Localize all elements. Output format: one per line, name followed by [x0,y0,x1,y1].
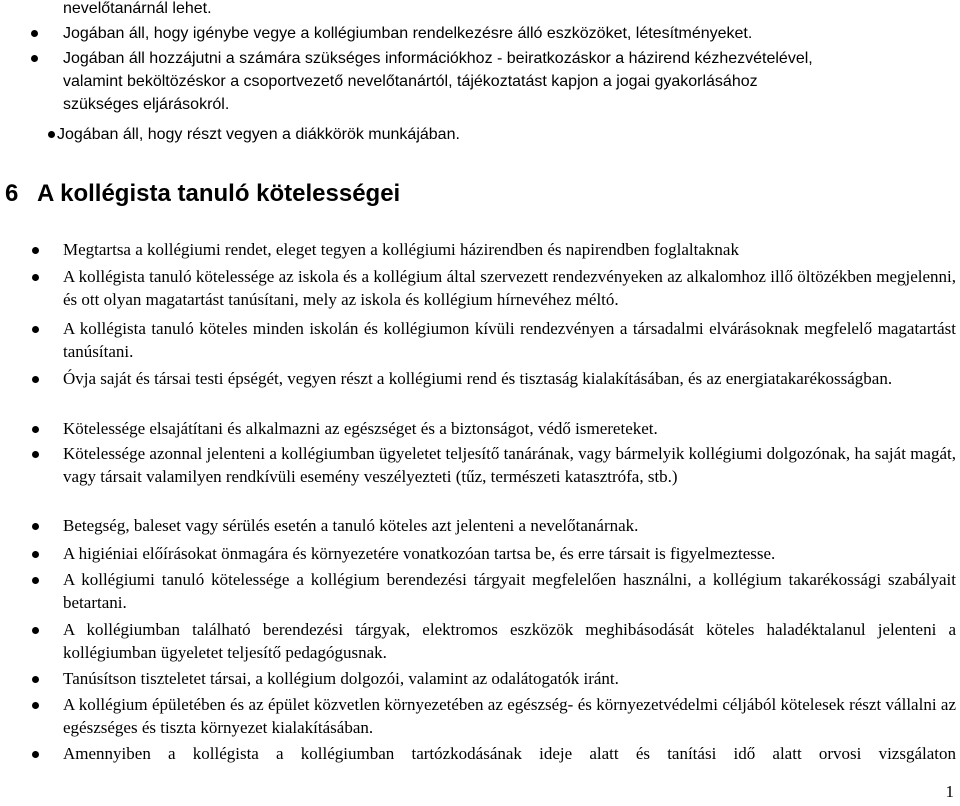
list-item-text: Betegség, baleset vagy sérülés esetén a tanuló köteles azt jelenteni a nevelőtanárnak. [63,516,639,535]
continuation-text: nevelőtanárnál lehet. [63,0,212,17]
rights-item-line: valamint beköltözéskor a csoportvezető nevelőtanártól, tájékoztatást kapjon a jogai gyakorlásához [63,73,758,90]
bullet-icon [32,702,39,709]
list-item-text: A higiéniai előírásokat önmagára és környezetére vonatkozóan tartsa be, és erre társait is figyelmeztesse. [63,544,776,563]
bullet-icon [48,131,55,138]
section-heading [5,178,400,210]
list-item [63,317,956,363]
rights-item: Jogában áll, hogy igénybe vegye a kollégiumban rendelkezésre álló eszközöket, létesítményeket. [63,25,753,42]
list-item-text: A kollégiumban található berendezési tárgyak, elektromos eszközök meghibásodását köteles haladéktalanul jelenteni a kollégiumban ügyeletet teljesítő pedagógusnak. [63,620,956,662]
list-item-text: Megtartsa a kollégiumi rendet, eleget tegyen a kollégiumi házirendben és napirendben foglaltaknak [63,240,739,259]
list-item-text: A kollégista tanuló köteles minden iskolán és kollégiumon kívüli rendezvényen a társadalmi elvárásoknak megfelelő magatartást tanúsítani. [63,319,956,361]
bullet-icon [31,30,38,37]
list-item-text: Amennyiben a kollégista a kollégiumban tartózkodásának ideje alatt és tanítási idő alatt orvosi vizsgálaton [63,744,956,763]
bullet-icon [32,451,39,458]
list-item [63,442,956,488]
list-item [63,238,956,261]
bullet-icon [32,551,39,558]
bullet-icon [32,426,39,433]
rights-item: Jogában áll, hogy részt vegyen a diákkörök munkájában. [57,126,460,143]
list-item [63,693,956,739]
rights-item-line: Jogában áll hozzájutni a számára szükséges információkhoz - beiratkozáskor a házirend kézhezvételével, [63,50,813,67]
list-item-text: Kötelessége elsajátítani és alkalmazni az egészséget és a biztonságot, védő ismereteket. [63,419,658,438]
bullet-icon [32,676,39,683]
list-item [63,265,956,311]
list-item [63,417,956,440]
bullet-icon [32,247,39,254]
bullet-icon [32,751,39,758]
list-item-text: Kötelessége azonnal jelenteni a kollégiumban ügyeletet teljesítő tanárának, vagy bármelyik kollégiumi dolgozónak, ha saját magát, vagy társait valamilyen rendkívüli esemény veszélyezteti (tűz, természeti katasztrófa, stb.) [63,444,956,486]
list-item [63,367,956,390]
list-item [63,618,956,664]
bullet-icon [32,627,39,634]
list-item-text: Óvja saját és társai testi épségét, vegyen részt a kollégiumi rend és tisztaság kialakításában, és az energiatakarékosságban. [63,369,893,388]
list-item-text: Tanúsítson tiszteletet társai, a kollégium dolgozói, valamint az odalátogatók iránt. [63,669,619,688]
bullet-icon [32,523,39,530]
bullet-icon [31,55,38,62]
bullet-icon [32,577,39,584]
bullet-icon [32,326,39,333]
list-item [63,542,956,565]
section-number: 6 [5,180,19,207]
list-item-text: A kollégiumi tanuló kötelessége a kollégium berendezési tárgyait megfelelően használni, a kollégium takarékossági szabályait betartani. [63,570,956,612]
list-item [63,568,956,614]
page-number: 1 [945,782,954,801]
list-item [63,514,956,537]
list-item [63,742,956,765]
list-item-text: A kollégium épületében és az épület közvetlen környezetében az egészség- és környezetvédelmi céljából kötelesek részt vállalni az egészséges és tiszta környezet kialakításában. [63,695,956,737]
bullet-icon [32,376,39,383]
rights-item-line: szükséges eljárásokról. [63,96,230,113]
bullet-icon [32,274,39,281]
section-title: A kollégista tanuló kötelességei [37,180,401,207]
list-item-text: A kollégista tanuló kötelessége az iskola és a kollégium által szervezett rendezvényeken az alkalomhoz illő öltözékben megjelenni, és ott olyan magatartást tanúsítani, mely az iskola és kollégium hírnevéhez méltó. [63,267,956,309]
list-item [63,667,956,690]
